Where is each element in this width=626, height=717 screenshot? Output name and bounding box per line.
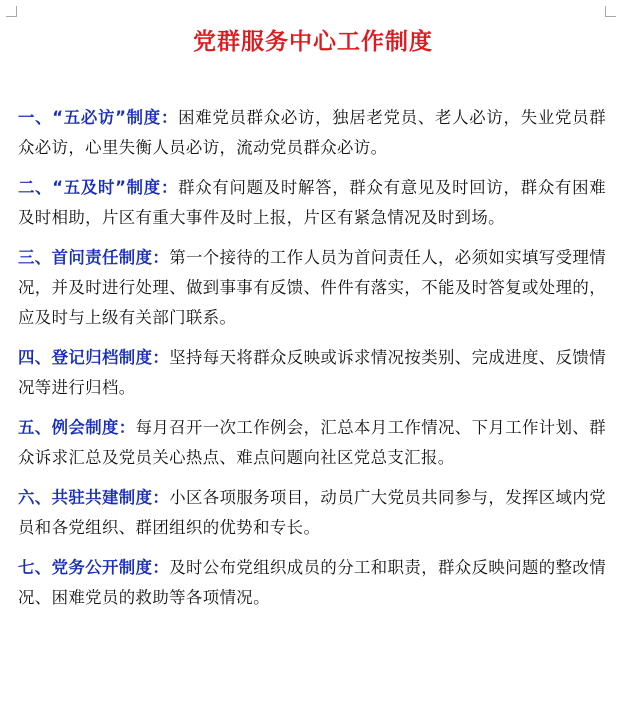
rule-label: 二、“五及时”制度： (18, 178, 179, 197)
rule-label: 一、“五必访”制度： (18, 108, 179, 127)
rule-text: 困难党员群众必访，独居老党员、老人必访，失业党员群众必访，心里失衡人员必访，流动党员群众必访。 (18, 108, 607, 157)
document-title: 党群服务中心工作制度 (193, 29, 433, 55)
rule-item-7 (18, 553, 606, 613)
rule-text: 及时公布党组织成员的分工和职责，群众反映问题的整改情况、困难党员的救助等各项情况。 (18, 558, 606, 607)
document-body (18, 103, 606, 623)
rule-label: 三、首问责任制度： (18, 248, 170, 267)
rule-item-3 (18, 243, 606, 333)
page-corner-mark-left (6, 6, 17, 17)
rule-text: 第一个接待的工作人员为首问责任人，必须如实填写受理情况，并及时进行处理、做到事事有反馈、件件有落实，不能及时答复或处理的，应及时与上级有关部门联系。 (18, 248, 606, 327)
rule-item-1 (18, 103, 606, 163)
rule-item-4 (18, 343, 606, 403)
rule-text: 群众有问题及时解答，群众有意见及时回访，群众有困难及时相助，片区有重大事件及时上报，片区有紧急情况及时到场。 (18, 178, 607, 227)
rule-label: 六、共驻共建制度： (18, 488, 170, 507)
rule-item-6 (18, 483, 606, 543)
page-corner-mark-right (605, 6, 616, 17)
rule-item-5 (18, 413, 606, 473)
rule-item-2 (18, 173, 606, 233)
rule-text: 坚持每天将群众反映或诉求情况按类别、完成进度、反馈情况等进行归档。 (18, 348, 606, 397)
rule-label: 七、党务公开制度： (18, 558, 170, 577)
rule-text: 小区各项服务项目，动员广大党员共同参与，发挥区域内党员和各党组织、群团组织的优势和专长。 (18, 488, 606, 537)
rule-text: 每月召开一次工作例会，汇总本月工作情况、下月工作计划、群众诉求汇总及党员关心热点、难点问题向社区党总支汇报。 (18, 418, 606, 467)
rule-label: 四、登记归档制度： (18, 348, 170, 367)
rule-label: 五、例会制度： (18, 418, 136, 437)
